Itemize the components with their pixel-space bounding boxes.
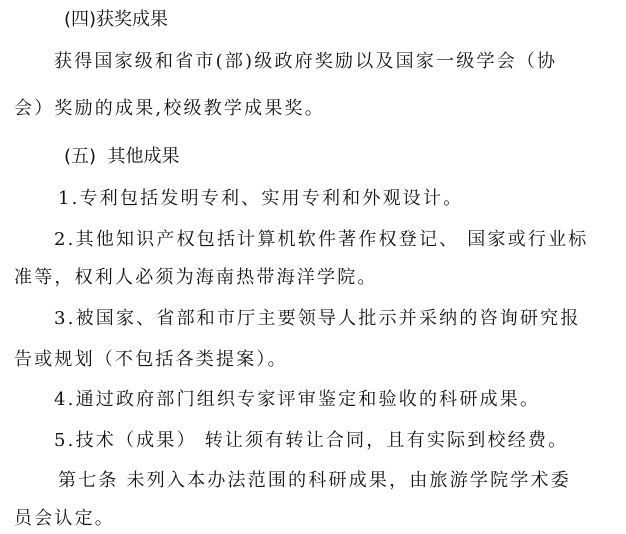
- list-item-3-line-2: 告或规划（不包括各类提案）。: [14, 349, 288, 370]
- list-item-1: 1.专利包括发明专利、实用专利和外观设计。: [58, 188, 464, 209]
- article-7-line-1: 第七条 未列入本办法范围的科研成果，由旅游学院学术委: [58, 470, 571, 491]
- section-5-heading: (五) 其他成果: [64, 146, 180, 167]
- article-7-line-2: 员会认定。: [14, 508, 115, 529]
- list-item-3-line-1: 3.被国家、省部和市厅主要领导人批示并采纳的咨询研究报: [54, 308, 581, 329]
- list-item-2-line-2: 准等，权利人必须为海南热带海洋学院。: [14, 267, 378, 288]
- list-item-2-line-1: 2.其他知识产权包括计算机软件著作权登记、 国家或行业标: [54, 229, 589, 250]
- section-4-paragraph-line-2: 会）奖励的成果,校级教学成果奖。: [14, 98, 325, 119]
- section-4-paragraph-line-1: 获得国家级和省市(部)级政府奖励以及国家一级学会（协: [54, 51, 558, 72]
- list-item-4: 4.通过政府部门组织专家评审鉴定和验收的科研成果。: [54, 389, 541, 410]
- section-4-heading: (四)获奖成果: [64, 9, 169, 30]
- list-item-5: 5.技术（成果） 转让须有转让合同，且有实际到校经费。: [54, 430, 569, 451]
